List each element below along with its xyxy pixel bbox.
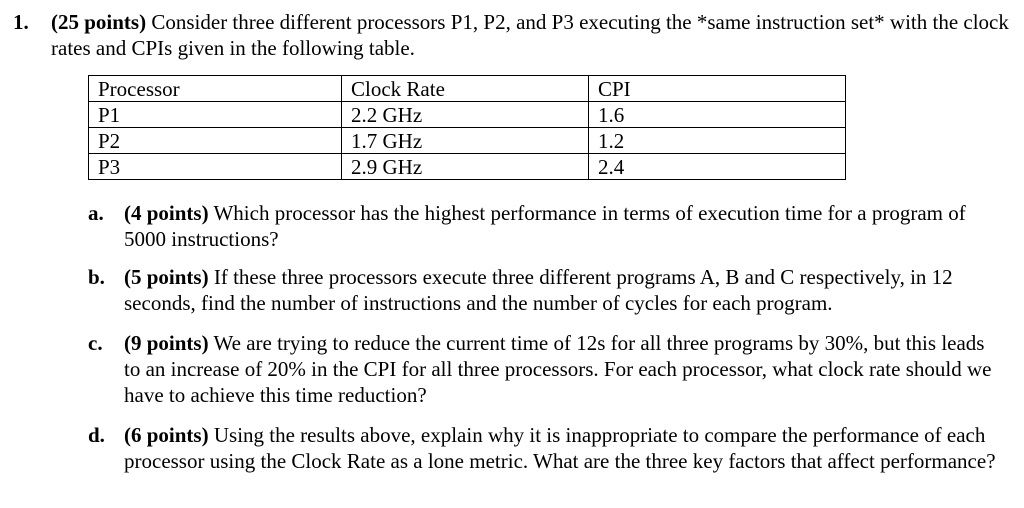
cell-cpi: 1.6 (589, 102, 846, 128)
subquestion-text: If these three processors execute three different programs A, B and C respectively, in 12 seconds, find the number of instructions and the number of cycles for each program. (124, 265, 953, 315)
subquestion-c (88, 330, 998, 408)
question-number: 1. (13, 10, 29, 34)
subquestion-d (88, 422, 998, 474)
subquestion-letter: a. (88, 201, 104, 225)
cell-clock-rate: 1.7 GHz (342, 128, 589, 154)
cell-clock-rate: 2.9 GHz (342, 154, 589, 180)
subquestion-letter: c. (88, 331, 103, 355)
subquestion-a (88, 200, 998, 252)
subquestion-text: We are trying to reduce the current time of 12s for all three programs by 30%, but this leads to an increase of 20% in the CPI for all three processors. For each processor, what clock rate should we have to achieve this time reduction? (124, 331, 992, 407)
subquestion-points: (9 points) (124, 331, 209, 355)
cell-processor: P3 (89, 154, 342, 180)
cell-processor: P1 (89, 102, 342, 128)
subquestion-letter: d. (88, 423, 105, 447)
table-header-row (89, 76, 846, 102)
question-points: (25 points) (51, 10, 147, 34)
subquestion-letter: b. (88, 265, 105, 289)
subquestion-b (88, 264, 998, 316)
cell-clock-rate: 2.2 GHz (342, 102, 589, 128)
table-row (89, 102, 846, 128)
cell-cpi: 1.2 (589, 128, 846, 154)
table-row (89, 128, 846, 154)
subquestion-points: (5 points) (124, 265, 209, 289)
subquestion-text: Using the results above, explain why it is inappropriate to compare the performance of each processor using the Clock Rate as a lone metric. What are the three key factors that affect performance? (124, 423, 996, 473)
question-intro-text: Consider three different processors P1, P2, and P3 executing the *same instruction set* with the clock rates and CPIs given in the following table. (51, 10, 1009, 60)
header-processor: Processor (89, 76, 342, 102)
subquestion-points: (4 points) (124, 201, 209, 225)
subquestion-points: (6 points) (124, 423, 209, 447)
cell-cpi: 2.4 (589, 154, 846, 180)
header-clock-rate: Clock Rate (342, 76, 589, 102)
subquestion-text: Which processor has the highest performance in terms of execution time for a program of 5000 instructions? (124, 201, 966, 251)
processor-table (88, 75, 846, 180)
question-intro (51, 9, 1016, 61)
header-cpi: CPI (589, 76, 846, 102)
cell-processor: P2 (89, 128, 342, 154)
table-row (89, 154, 846, 180)
